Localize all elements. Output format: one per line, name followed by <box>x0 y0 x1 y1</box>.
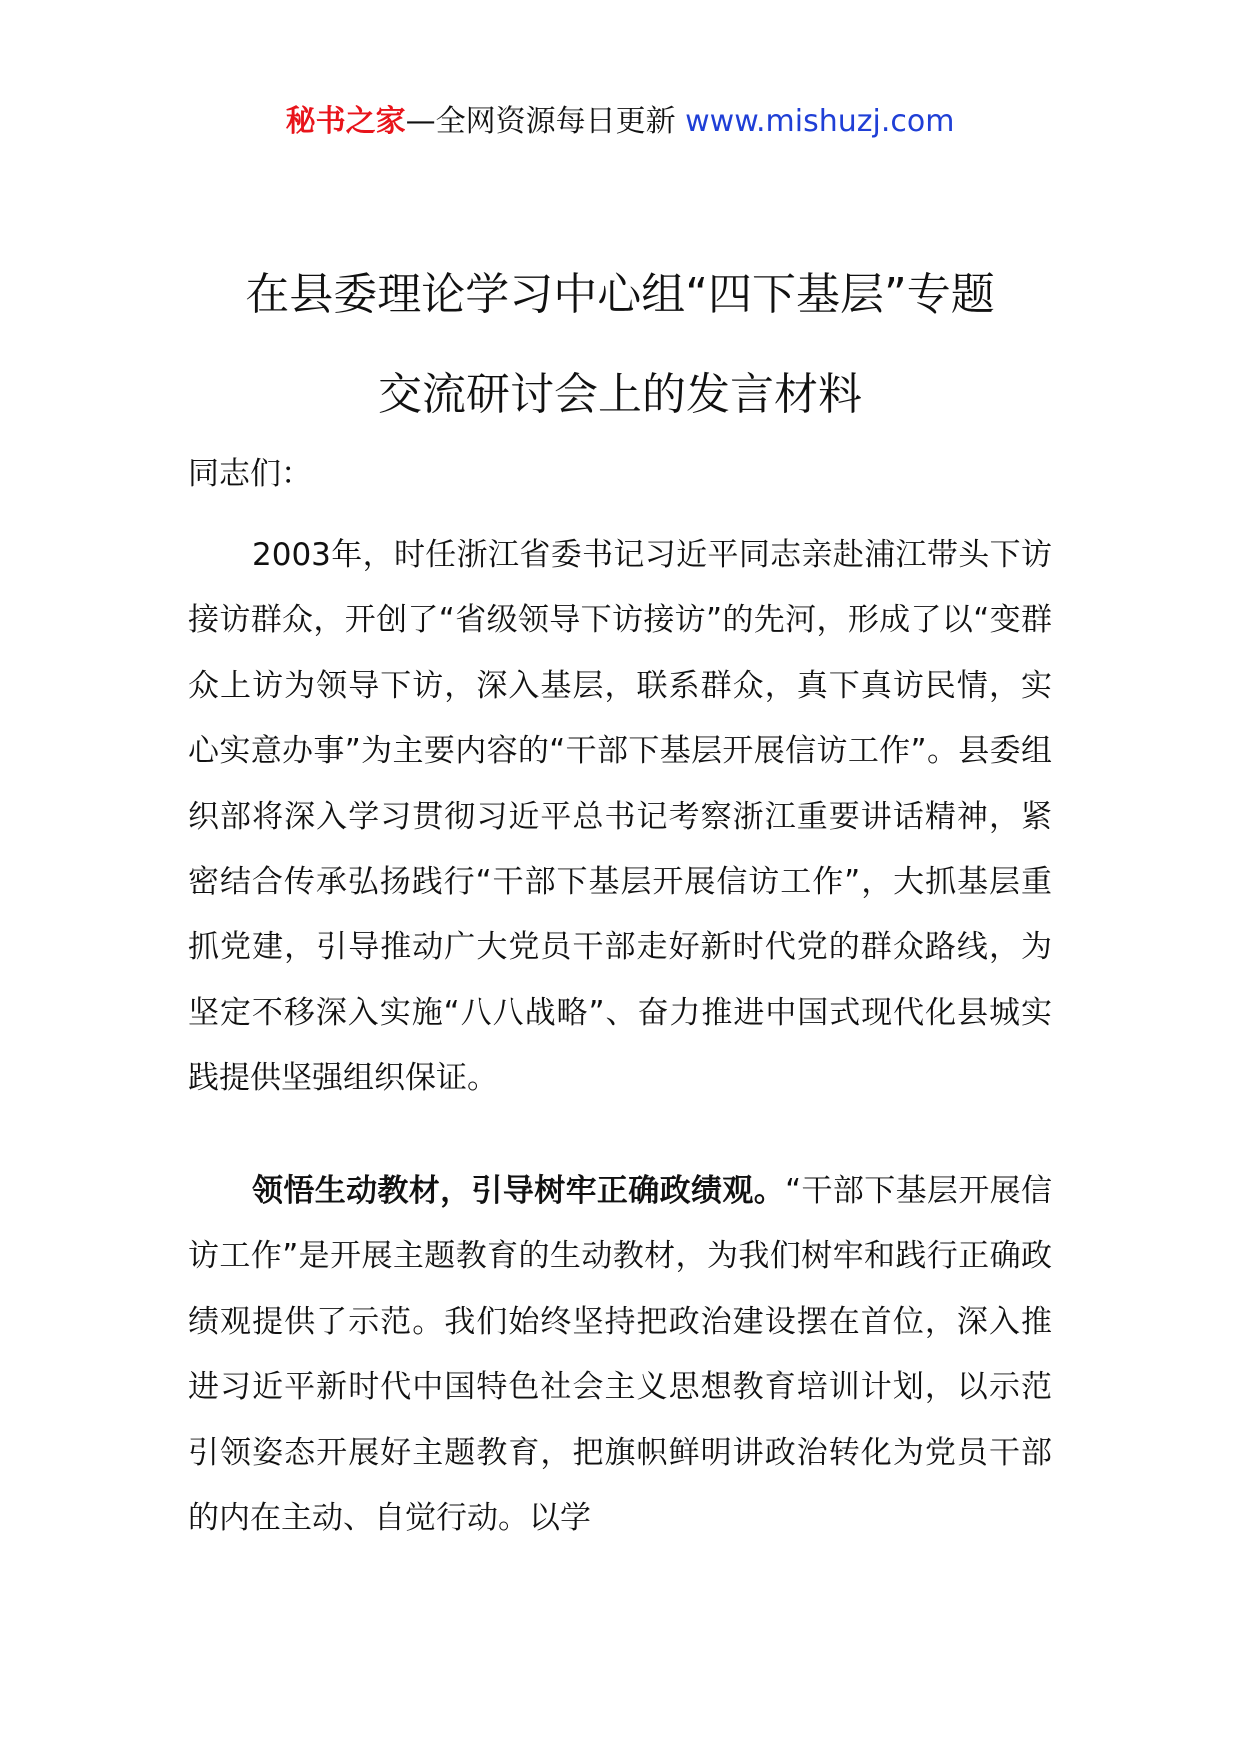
salutation: 同志们： <box>188 456 312 492</box>
title-line-2: 交流研讨会上的发言材料 <box>378 369 862 420</box>
paragraph-2 <box>188 1159 1052 1551</box>
paragraph-2-body: “干部下基层开展信访工作”是开展主题教育的生动教材，为我们树牢和践行正确政绩观提供了示范。我们始终坚持把政治建设摆在首位，深入推进习近平新时代中国特色社会主义思想教育培训计划，以示范引领姿态开展好主题教育，把旗帜鲜明讲政治转化为党员干部的内在主动、自觉行动。以学 <box>188 1173 1052 1537</box>
paragraph-1 <box>188 523 1052 1112</box>
header-banner <box>0 100 1240 144</box>
paragraph-1-text: 2003年，时任浙江省委书记习近平同志亲赴浦江带头下访接访群众，开创了“省级领导下访接访”的先河，形成了以“变群众上访为领导下访，深入基层，联系群众，真下真访民情，实心实意办事”为主要内容的“干部下基层开展信访工作”。县委组织部将深入学习贯彻习近平总书记考察浙江重要讲话精神，紧密结合传承弘扬践行“干部下基层开展信访工作”，大抓基层重抓党建，引导推动广大党员干部走好新时代党的群众路线，为坚定不移深入实施“八八战略”、奋力推进中国式现代化县城实践提供坚强组织保证。 <box>188 537 1052 1097</box>
paragraph-2-text <box>188 1159 1052 1551</box>
website-link[interactable]: www.mishuzj.com <box>685 104 955 139</box>
title-line-1: 在县委理论学习中心组“四下基层”专题 <box>245 269 995 320</box>
document-title <box>150 245 1090 445</box>
paragraph-2-lead: 领悟生动教材，引导树牢正确政绩观。 <box>252 1173 786 1209</box>
banner-slogan: —全网资源每日更新 <box>405 104 686 139</box>
brand-name[interactable]: 秘书之家 <box>285 104 406 139</box>
